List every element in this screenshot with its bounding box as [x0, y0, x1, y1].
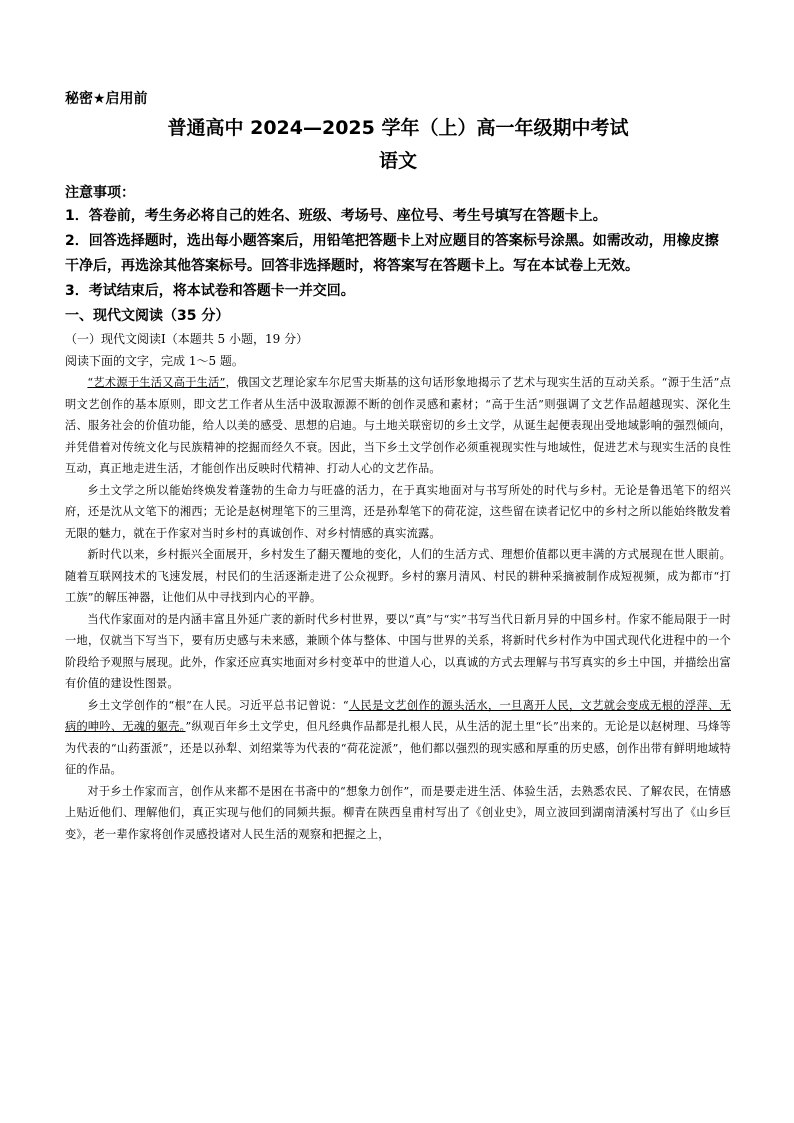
secret-label: 秘密★启用前: [65, 91, 148, 107]
exam-page: [65, 90, 731, 845]
notice-item-2: 2．回答选择题时，选出每小题答案后，用铅笔把答题卡上对应题目的答案标号涂黑。如需改动，用橡皮擦干净后，再选涂其他答案标号。回答非选择题时，将答案写在答题卡上。写在本试卷上无效。: [65, 233, 719, 274]
exam-title: 普通高中 2024—2025 学年（上）高一年级期中考试: [167, 117, 629, 139]
passage-paragraph-1: “艺术源于生活又高于生活”，俄国文艺理论家车尔尼雪夫斯基的这句话形象地揭示了艺术与现实生活的互动关系。“源于生活”点明文艺创作的基本原则，即文艺工作者从生活中汲取源源不断的创作灵感和素材；“高于生活”则强调了文艺作品超越现实、深化生活、服务社会的价值功能，给人以美的感受、思想的启迪。与土地关联密切的乡土文学，从诞生起便表现出受地域影响的强烈倾向，并凭借着对传统文化与民族精神的挖掘而经久不衰。因此，当下乡土文学创作必须重视现实性与地域性，促进艺术与现实生活的良性互动，真正地走进生活，才能创作出反映时代精神、打动人心的文艺作品。: [65, 376, 731, 475]
underlined-quote: “艺术源于生活又高于生活”: [87, 376, 226, 389]
subsection-title: （一）现代文阅读Ⅰ（本题共 5 小题，19 分）: [65, 332, 309, 346]
reading-instruction: 阅读下面的文字，完成 1～5 题。: [65, 354, 244, 368]
passage-paragraph-6: 对于乡土作家而言，创作从来都不是困在书斋中的“想象力创作”，而是要走进生活、体验生活，去熟悉农民、了解农民，在情感上贴近他们、理解他们，真正实现与他们的同频共振。柳青在陕西皇甫村写出了《创业史》，周立波回到湖南清溪村写出了《山乡巨变》，老一辈作家将创作灵感投诸对人民生活的观察和把握之上，: [65, 784, 731, 841]
notice-heading: 注意事项：: [65, 185, 135, 201]
passage-paragraph-5: 乡土文学创作的“根”在人民。习近平总书记曾说：“人民是文艺创作的源头活水，一旦离开人民，文艺就会变成无根的浮萍、无病的呻吟、无魂的躯壳。”纵观百年乡土文学史，但凡经典作品都是扎根人民，从生活的泥土里“长”出来的。无论是以赵树理、马烽等为代表的“山药蛋派”，还是以孙犁、刘绍棠等为代表的“荷花淀派”，他们都以强烈的现实感和厚重的历史感，创作出带有鲜明地域特征的作品。: [65, 698, 731, 776]
notice-item-1: 1．答卷前，考生务必将自己的姓名、班级、考场号、座位号、考生号填写在答题卡上。: [65, 208, 607, 224]
passage-paragraph-4: 当代作家面对的是内涵丰富且外延广袤的新时代乡村世界，要以“真”与“实”书写当代日新月异的中国乡村。作家不能局限于一时一地，仅就当下写当下，要有历史感与未来感，兼顾个体与整体、中国与世界的关系，将新时代乡村作为中国式现代化进程中的一个阶段给予观照与展现。此外，作家还应真实地面对乡村变革中的世道人心，以真诚的方式去理解与书写真实的乡土中国，并描绘出富有价值的建设性图景。: [65, 612, 731, 690]
exam-subject: 语文: [378, 150, 417, 172]
section-title: 一、现代文阅读（35 分）: [65, 308, 230, 324]
notice-item-3: 3．考试结束后，将本试卷和答题卡一并交回。: [65, 283, 355, 299]
passage-paragraph-2: 乡土文学之所以能始终焕发着蓬勃的生命力与旺盛的活力，在于真实地面对与书写所处的时代与乡村。无论是鲁迅笔下的绍兴府，还是沈从文笔下的湘西；无论是赵树理笔下的三里湾，还是孙犁笔下的荷花淀，这些留在读者记忆中的乡村之所以能始终散发着无限的魅力，就在于作家对当时乡村的真诚创作、对乡村情感的真实流露。: [65, 483, 731, 540]
passage-paragraph-3: 新时代以来，乡村振兴全面展开，乡村发生了翻天覆地的变化，人们的生活方式、理想价值都以更丰满的方式展现在世人眼前。随着互联网技术的飞速发展，村民们的生活逐渐走进了公众视野。乡村的寨月清风、村民的耕种采摘被制作成短视频，成为都市“打工族”的解压神器，让他们从中寻找到内心的平静。: [65, 548, 731, 604]
underlined-quote: 人民是文艺创作的源头活水，一旦离开人民，文艺就会变成无根的浮萍、无病的呻吟、无魂的躯壳。: [65, 698, 731, 733]
